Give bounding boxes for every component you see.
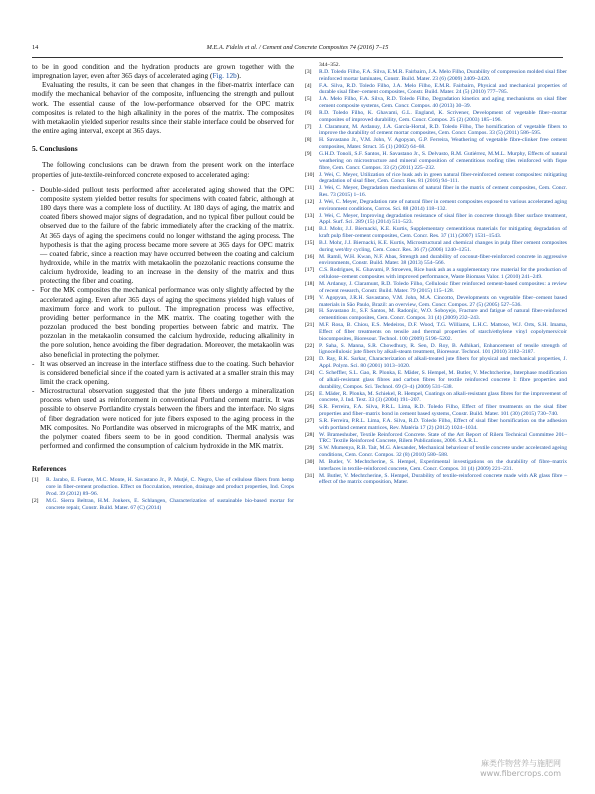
reference-number: [11] <box>305 185 315 192</box>
reference-number: [24] <box>305 369 315 376</box>
reference-text: R.D. Toledo Filho, K. Ghavami, G.L. England, K. Scrivener, Development of vegetable fiber–mortar composites of improved durability, Cem. Concr. Compos. 25 (2) (2003) 185–196. <box>319 109 567 123</box>
reference-text: B.J. Mohr, J.J. Biernacki, K.E. Kurtis, Microstructural and chemical changes in pulp fiber cement composites during wet/dry cycling, Cem. Concr. Res. 36 (7) (2006) 1240–1251. <box>319 239 567 253</box>
reference-item[interactable] <box>305 432 567 446</box>
reference-number: [27] <box>305 417 315 424</box>
reference-number: [19] <box>305 294 315 301</box>
reference-text: C.S. Rodrigues, K. Ghavami, P. Stroeven, Rice husk ash as a supplementary raw material for the production of cellulose–cement composites with improved performance, Waste Biomass Valor. 1 (2010) 241–249. <box>319 267 567 281</box>
journal-citation: M.E.A. Fidelis et al. / Cement and Concrete Composites 74 (2016) 7–15 <box>206 44 389 51</box>
reference-item[interactable] <box>305 96 567 110</box>
reference-item[interactable] <box>305 343 567 357</box>
reference-text: P. Saha, S. Manna, S.R. Chowdhury, R. Sen, D. Roy, B. Adhikari, Enhancement of tensile strength of lignocellulosic jute fibers by alkali-steam treatment, Bioresour. Technol. 101 (2010) 3182–3187. <box>319 342 567 356</box>
reference-number: [5] <box>305 96 312 103</box>
reference-item[interactable] <box>305 418 567 432</box>
reference-text: H. Savastano Jr., V.M. John, V. Agopyan, G.P. Ferreira, Weathering of vegetable fibre-clinker free cement composites, Mater. Struct. 35 (1) (2002) 64–68. <box>319 137 567 151</box>
reference-number: [16] <box>305 253 315 260</box>
reference-text: M.F. Rosa, B. Chiou, E.S. Medeiros, D.F. Wood, T.G. Williams, L.H.C. Mattoso, W.J. Orts, S.H. Imama, Effect of fiber treatments on tensile and thermal properties of starch/ethylene vinyl copolymers/coir biocomposites, Bioresour. Technol. 100 (2009) 5196–5202. <box>319 322 567 342</box>
reference-number: [3] <box>305 68 312 75</box>
reference-text: D. Ray, B.K. Sarkar, Characterization of alkali-treated jute fibers for physical and mechanical properties, J. Appl. Polym. Sci. 80 (2001) 1013–1020. <box>319 356 567 370</box>
reference-text: F.A. Silva, R.D. Toledo Filho, J.A. Melo Filho, E.M.R. Fairbairn, Physical and mechanical properties of durable sisal fiber–cement composites, Constr. Build. Mater. 24 (5) (2010) 777–785. <box>319 82 567 96</box>
reference-text: J. Wei, C. Meyer, Degradation mechanisms of natural fiber in the matrix of cement composites, Cem. Concr. Res. 73 (2015) 1–16. <box>319 185 567 199</box>
reference-number: [4] <box>305 82 312 89</box>
reference-item[interactable] <box>305 281 567 295</box>
evaluation-paragraph: Evaluating the results, it can be seen that changes in the fiber-matrix interface can modify the mechanical behavior of the composite, influencing the strength and pullout work. The essential cause of the low-performance observed for the OPC matrix composites is related to the high alkalinity in the pores of the matrix. The composites with metakaolin yielded superior results since their stable interface could be observed for the entire aging interval, except at 365 days. <box>32 80 294 136</box>
reference-number: [14] <box>305 226 315 233</box>
reference-item[interactable] <box>305 172 567 186</box>
references-heading: References <box>32 464 67 474</box>
reference-item[interactable] <box>305 308 567 322</box>
reference-item[interactable] <box>305 322 567 343</box>
reference-text: J. Wei, C. Meyer, Degradation rate of natural fiber in cement composites exposed to various accelerated aging environment conditions, Corros. Sci. 88 (2014) 118–132. <box>319 198 567 212</box>
page-number: 14 <box>32 44 39 51</box>
left-column <box>32 62 294 512</box>
intro-paragraph: to be in good condition and the hydration products are grown together with the impregnation layer, even after 365 days of accelerated aging (Fig. 12b). <box>32 62 294 81</box>
reference-number: [23] <box>305 356 315 363</box>
reference-number: [10] <box>305 171 315 178</box>
right-column <box>305 62 567 486</box>
reference-item[interactable] <box>305 391 567 405</box>
reference-number: [26] <box>305 404 315 411</box>
reference-item[interactable] <box>305 370 567 391</box>
reference-number: [28] <box>305 431 315 438</box>
reference-item[interactable] <box>305 459 567 473</box>
reference-item[interactable] <box>305 445 567 459</box>
reference-text: R. Jarabo, E. Fuente, M.C. Monte, H. Savastano Jr., P. Mutjé, C. Negro, Use of cellulose fibers from hemp core in fiber-cement production. Effect on flocculation, retention, drainage and product properties, Ind. Crops Prod. 39 (2012) 89–96. <box>46 477 294 498</box>
reference-text: M. Butler, V. Mechtcherine, S. Hempel, Experimental investigations on the durability of fibre–matrix interfaces in textile-reinforced concrete, Cem. Concr. Compos. 31 (4) (2009) 221–231. <box>319 458 567 472</box>
reference-item[interactable] <box>32 477 294 498</box>
reference-text: M.G. Sierra Beltran, H.M. Jonkers, E. Schlangen, Characterization of sustainable bio-based mortar for concrete repair, Constr. Build. Mater. 67 (C) (2014) <box>46 497 294 511</box>
reference-text: V. Agopyan, J.R.H. Savastano, V.M. John, M.A. Cincotto, Developments on vegetable fiber–cement based materials in São Paulo, Brazil: an overview, Cem. Concr. Compos. 27 (5) (2005) 527–536. <box>319 294 567 308</box>
reference-item[interactable] <box>305 199 567 213</box>
reference-item[interactable] <box>305 473 567 487</box>
reference-item[interactable] <box>305 295 567 309</box>
reference-continuation: 344–352. <box>319 62 340 68</box>
figure-link[interactable]: Fig. 12b <box>212 71 237 81</box>
reference-text: J. Wei, C. Meyer, Utilization of rice husk ash in green natural fiber-reinforced cement composites: mitigating degradation of sisal fiber, Cem. Concr. Res. 81 (2016) 94–111. <box>319 171 567 185</box>
conclusions-heading: 5. Conclusions <box>32 144 78 154</box>
reference-number: [12] <box>305 198 315 205</box>
reference-item[interactable] <box>305 185 567 199</box>
reference-text: W. Brameshuber, Textile Reinforced Concrete. State of the Art Report of Rilem Technical Committee 201–TRC: Textile Reinforced Concrete, Rilem Publications, 2006. S.A.R.L. <box>319 431 567 445</box>
reference-text: M. Butler, V. Mechtcherine, S. Hempel, Durability of textile-reinforced concrete made with AR glass fibre – effect of the matrix composition, Mater. <box>319 472 567 486</box>
reference-text: J. Wei, C. Meyer, Improving degradation resistance of sisal fiber in concrete through fiber surface treatment, Appl. Surf. Sci. 289 (15) (2014) 511–523. <box>319 212 567 226</box>
reference-item[interactable] <box>305 137 567 151</box>
reference-item[interactable] <box>32 498 294 512</box>
reference-number: [22] <box>305 342 315 349</box>
reference-number: [30] <box>305 458 315 465</box>
reference-item[interactable] <box>305 226 567 240</box>
reference-number: [18] <box>305 281 315 287</box>
reference-number: [21] <box>305 322 315 329</box>
reference-text: C. Scheffler, S.L. Gao, R. Plonka, E. Mäder, S. Hempel, M. Butler, V. Mechtcherine, Interphase modification of alkali-resistant glass fibres and carbon fibres for textile reinforced concrete I: fibre properties and durability, Compos. Sci. Technol. 69 (3–4) (2009) 531–538. <box>319 369 567 390</box>
conclusion-item: - Microstructural observation suggested that the jute fibers undergo a mineralization process when used as reinforcement in conventional Portland cement matrix. It was possible to observe Portlandite crystals between the fibers and the interface. No signs of fiber degradation were noticed for jute fibers exposed to the aging process in the MK composites. No Portlandite was observed in micrographs of the MK matrix, and the polymer coated fibers seem to be in good condition. Thermal analysis was performed and confirmed the consumption of calcium hydroxide in the MK matrix. <box>32 386 294 451</box>
reference-item[interactable] <box>305 151 567 172</box>
reference-text: H. Savastano Jr., S.F. Santos, M. Radonjic, W.O. Soboyejo, Fracture and fatigue of natural fiber-reinforced cementitious composites, Cem. Concr. Compos. 31 (4) (2009) 232–243. <box>319 308 567 322</box>
reference-text: R.D. Toledo Filho, F.A. Silva, E.M.R. Fairbairn, J.A. Melo Filho, Durability of compression molded sisal fiber reinforced mortar laminates, Constr. Build. Mater. 23 (6) (2009) 2409–2420. <box>319 68 567 82</box>
reference-text: S.R. Ferreira, P.R.L. Lima, F.A. Silva, R.D. Toledo Filho, Effect of sisal fiber hornification on the adhesion with portland cement matrices, Rev. Matéria 17 (2) (2012) 1024–1034. <box>319 417 567 431</box>
reference-text: G.H.D. Tonoli, S.F. Santos, H. Savastano Jr., S. Delvasto, R.M. Gutiérrez, M.M.L. Murphy, Effects of natural weathering on microstructure and mineral composition of cementitious roofing tiles reinforced with fique fibre, Cem. Concr. Compos. 33 (2) (2011) 225–232. <box>319 150 567 171</box>
reference-number: [31] <box>305 472 315 479</box>
reference-number: [8] <box>305 137 312 144</box>
reference-text: S.W. Mumenya, R.B. Tait, M.G. Alexander, Mechanical behaviour of textile concrete under accelerated ageing conditions, Cem. Concr. Compos. 32 (8) (2010) 580–588. <box>319 445 567 459</box>
reference-item[interactable] <box>305 213 567 227</box>
reference-number: [15] <box>305 239 315 246</box>
conclusion-item: - For the MK composites the mechanical performance was only slightly affected by the accelerated aging. Even after 365 days of aging the specimens yielded high values of maximum force and work to pullout. The impregnation process was effective, providing better performance in the MK matrix. The coating together with the pozzolan produced the best bonding properties between fabric and matrix. The pozzolan in the metakaolin consumed the calcium hydroxide, reducing alkalinity in the pore solution, hence avoiding the fiber degradation. Moreover, the metakaolin was also beneficial in protecting the polymer. <box>32 285 294 359</box>
reference-text: S.R. Ferreira, F.A. Silva, P.R.L. Lima, R.D. Toledo Filho, Effect of fiber treatments on the sisal fiber properties and fiber–matrix bond in cement based systems, Constr. Build. Mater. 101 (30) (2015) 730–740. <box>319 404 567 418</box>
reference-item[interactable] <box>305 267 567 281</box>
conclusions-list <box>32 185 294 451</box>
reference-number: [7] <box>305 123 312 130</box>
reference-number: [25] <box>305 390 315 397</box>
conclusion-item: - It was observed an increase in the interface stiffness due to the coating. Such behavior is considered beneficial since if the coated yarn is activated at a smaller strain this may limit the crack opening. <box>32 358 294 386</box>
reference-number: [1] <box>32 477 39 484</box>
reference-number: [29] <box>305 445 315 452</box>
reference-number: [6] <box>305 109 312 116</box>
reference-text: J.A. Melo Filho, F.A. Silva, R.D. Toledo Filho, Degradation kinetics and aging mechanisms on sisal fiber cement composite systems, Cem. Concr. Compos. 40 (2013) 30–39. <box>319 96 567 110</box>
reference-item[interactable] <box>305 240 567 254</box>
reference-number: [17] <box>305 267 315 274</box>
references-section <box>32 464 294 511</box>
conclusions-intro: The following conclusions can be drawn from the present work on the interface properties of jute-textile-reinforced concrete exposed to accelerated aging: <box>32 160 294 179</box>
reference-text: E. Mäder, R. Plonka, M. Schiekel, R. Hempel, Coatings on alkali-resistant glass fibres for the improvement of concrete, J. Ind. Text. 33 (3) (2004) 191–207. <box>319 390 567 404</box>
reference-text: J. Claramunt, M. Ardanuy, J.A. García-Hortal, R.D. Toledo Filho, The hornification of vegetable fibers to improve the durability of cement mortar composites, Cem. Concr. Compos. 33 (5) (2011) 586–595. <box>319 123 567 137</box>
reference-item[interactable] <box>305 404 567 418</box>
reference-item[interactable] <box>305 356 567 370</box>
conclusion-item: - Double-sided pullout tests performed after accelerated aging showed that the OPC composite system yielded better results for specimens with coated fabric, although at 180 days there was a complete loss of ductility. At 180 days of aging, the matrix and coated fibers showed major signs of degradation, and no typical fiber pullout could be observed due to the failure of the fabric immediately after the cracking of the matrix. At 365 days of aging the specimens could no longer withstand the aging process. The hypothesis is that the aging process became more severe at 365 days for OPC matrix — coated fabric, since a reaction may have occurred between the coating and calcium hydroxide, while in the matrix with metakaolin the pozzolanic reactions consume the calcium hydroxide, leading to an increase in the density of the matrix and thus protecting the fiber and coating. <box>32 184 294 286</box>
site-watermark: 麻类作物营养与施肥网 www.fibercrops.com <box>480 759 561 778</box>
header-rule <box>32 57 563 58</box>
reference-item[interactable] <box>305 110 567 124</box>
reference-item[interactable] <box>305 69 567 83</box>
page-header <box>32 44 563 56</box>
reference-number: [2] <box>32 497 39 504</box>
reference-text: B.J. Mohr, J.J. Biernacki, K.E. Kurtis, Supplementary cementitious materials for mitigating degradation of kraft pulp fiber-cement composites, Cem. Concr. Res. 37 (11) (2007) 1531–1543. <box>319 226 567 240</box>
reference-number: [20] <box>305 308 315 315</box>
reference-text: M. Ardanuy, J. Claramunt, R.D. Toledo Filho, Cellulosic fiber reinforced cement-based composites: a review of recent research, Constr. Build. Mater. 79 (2015) 115–128. <box>319 281 567 294</box>
reference-number: [13] <box>305 212 315 219</box>
reference-number: [9] <box>305 150 312 157</box>
reference-text: M. Ramli, W.H. Kwan, N.F. Abas, Strength and durability of coconut-fiber-reinforced concrete in aggressive environments, Constr. Build. Mater. 38 (2013) 554–566. <box>319 253 567 267</box>
reference-item[interactable] <box>305 254 567 268</box>
reference-item[interactable] <box>305 124 567 138</box>
reference-item[interactable] <box>305 83 567 97</box>
